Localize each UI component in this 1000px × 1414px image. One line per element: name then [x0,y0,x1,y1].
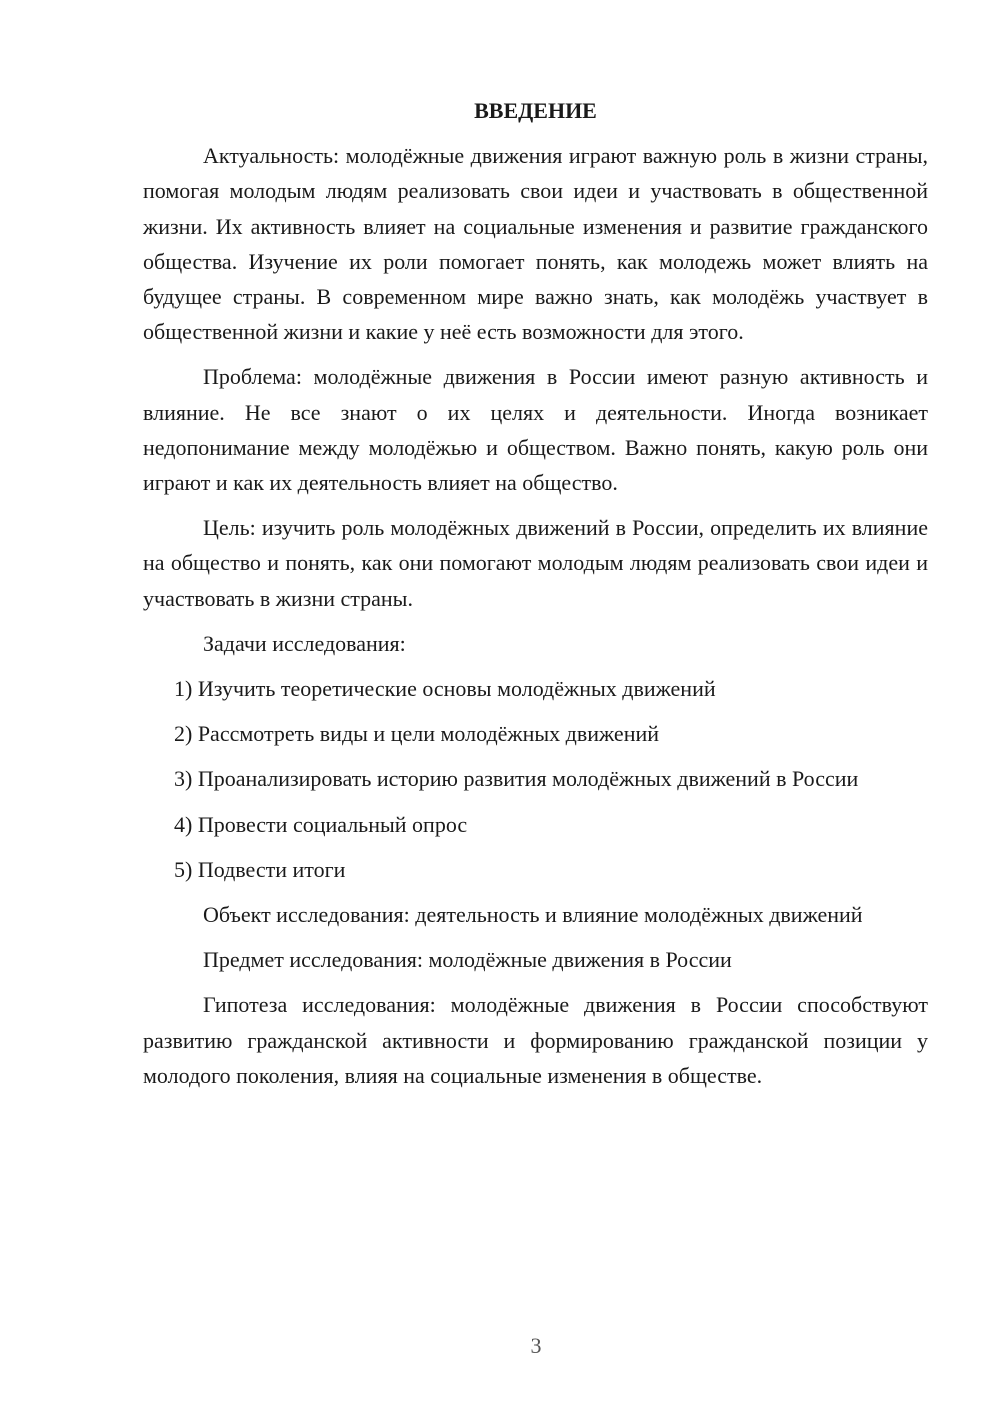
task-item-3: 3) Проанализировать историю развития молодёжных движений в России [174,766,859,792]
object-paragraph: Объект исследования: деятельность и влияние молодёжных движений [203,902,863,928]
goal-paragraph: Цель: изучить роль молодёжных движений в России, определить их влияние на общество и понять, как они помогают молодым людям реализовать свои идеи и участвовать в жизни страны. [143,515,928,611]
page-number: 3 [530,1333,542,1358]
hypothesis-paragraph: Гипотеза исследования: молодёжные движения в России способствуют развитию гражданской активности и формированию гражданской позиции у молодого поколения, влияя на социальные изменения в обществе. [143,992,928,1088]
subject-paragraph: Предмет исследования: молодёжные движения в России [203,947,732,973]
problem-paragraph: Проблема: молодёжные движения в России имеют разную активность и влияние. Не все знают о их целях и деятельности. Иногда возникает недопонимание между молодёжью и обществом. Важно понять, какую роль они играют и как их деятельность влияет на общество. [143,364,928,496]
task-item-2: 2) Рассмотреть виды и цели молодёжных движений [174,721,660,747]
page-title: ВВЕДЕНИЕ [474,98,597,123]
relevance-paragraph: Актуальность: молодёжные движения играют важную роль в жизни страны, помогая молодым людям реализовать свои идеи и участвовать в общественной жизни. Их активность влияет на социальные изменения и развитие гражданского общества. Изучение их роли помогает понять, как молодежь может влиять на будущее страны. В современном мире важно знать, как молодёжь участвует в общественной жизни и какие у неё есть возможности для этого. [143,143,928,345]
task-item-1: 1) Изучить теоретические основы молодёжных движений [174,676,716,702]
task-item-5: 5) Подвести итоги [174,856,346,882]
tasks-heading: Задачи исследования: [203,630,406,656]
document-page [143,93,928,1103]
task-item-4: 4) Провести социальный опрос [174,811,468,837]
